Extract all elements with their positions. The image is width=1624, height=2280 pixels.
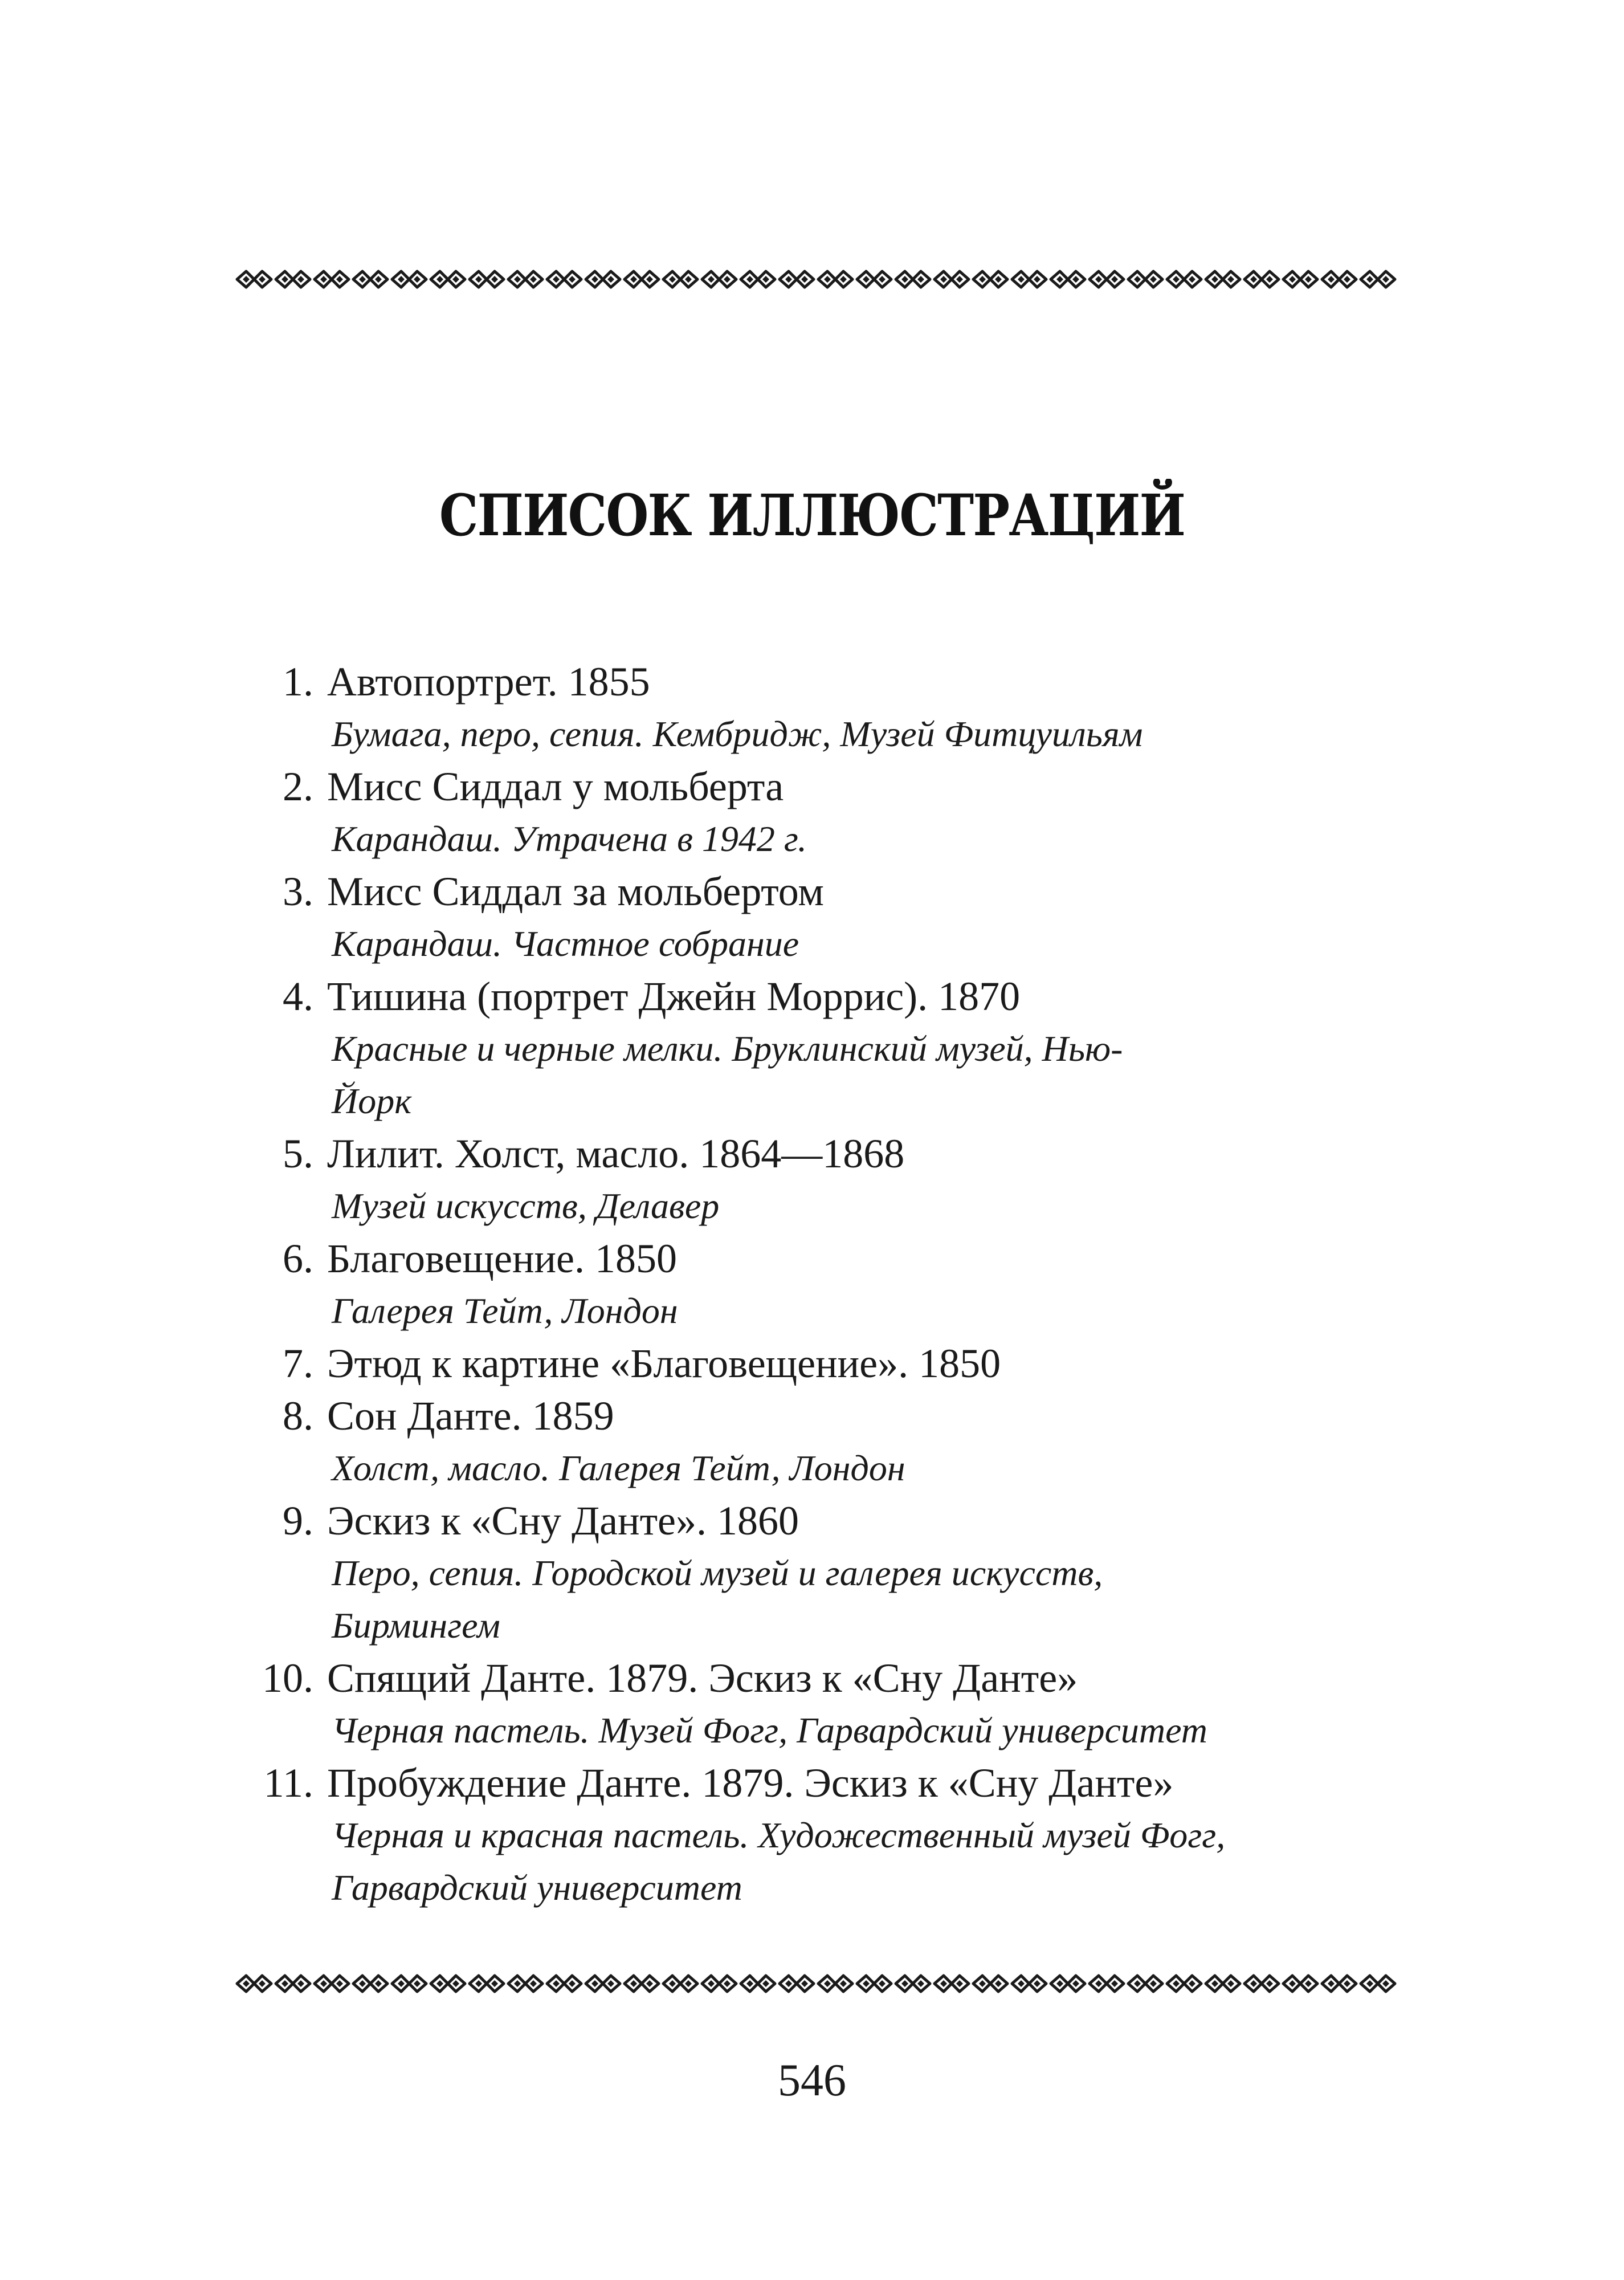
list-item <box>222 1652 1419 1757</box>
list-item <box>222 1495 1419 1652</box>
ornament-motif <box>547 1976 581 1992</box>
item-title: Мисс Сиддал за мольбертом <box>327 869 824 914</box>
item-description: Красные и черные мелки. Бруклинский музей, Нью-Йорк <box>332 1028 1123 1121</box>
item-description: Черная и красная пастель. Художественный музей Фогг, Гарвардский университет <box>332 1815 1226 1908</box>
ornament-motif <box>1361 1976 1395 1992</box>
item-number: 9. <box>283 1498 313 1544</box>
item-title: Автопортрет. 1855 <box>327 659 650 705</box>
item-number: 6. <box>283 1236 313 1281</box>
item-description: Бумага, перо, сепия. Кембридж, Музей Фитцуильям <box>332 714 1143 754</box>
item-title: Пробуждение Данте. 1879. Эскиз к «Сну Данте» <box>327 1760 1174 1806</box>
ornament-motif <box>935 1976 969 1992</box>
ornament-motif <box>663 1976 697 1992</box>
ornament-motif <box>1128 1976 1162 1992</box>
ornament-motif <box>1012 1976 1046 1992</box>
ornament-border-bottom <box>235 1972 1397 1995</box>
list-item <box>222 1390 1419 1495</box>
ornament-motif <box>1090 1976 1124 1992</box>
ornament-motif <box>818 271 852 287</box>
ornament-motif <box>586 1976 620 1992</box>
ornament-motif <box>1051 271 1085 287</box>
page-number: 546 <box>778 2055 846 2106</box>
list-item <box>222 760 1419 865</box>
ornament-motif <box>1167 271 1201 287</box>
item-number: 1. <box>283 659 313 705</box>
ornament-motif <box>1128 271 1162 287</box>
list-item <box>222 1757 1419 1914</box>
ornament-motif <box>276 271 310 287</box>
ornament-motif <box>896 1976 930 1992</box>
ornament-motif <box>431 271 465 287</box>
item-description: Перо, сепия. Городской музей и галерея искусств, Бирмингем <box>332 1553 1103 1646</box>
ornament-motif <box>741 271 775 287</box>
ornament-motif <box>663 271 697 287</box>
illustration-list <box>222 656 1419 1914</box>
ornament-motif <box>508 271 542 287</box>
item-number: 10. <box>262 1655 313 1701</box>
ornament-motif <box>702 271 736 287</box>
item-title: Тишина (портрет Джейн Моррис). 1870 <box>327 974 1021 1019</box>
list-item <box>222 656 1419 760</box>
ornament-motif <box>353 271 387 287</box>
ornament-motif <box>1090 271 1124 287</box>
ornament-motif <box>1206 271 1240 287</box>
ornament-motif <box>973 1976 1007 1992</box>
list-item <box>222 970 1419 1127</box>
ornament-motif <box>780 1976 814 1992</box>
list-item <box>222 1232 1419 1337</box>
item-title: Мисс Сиддал у мольберта <box>327 764 784 809</box>
item-description: Музей искусств, Делавер <box>332 1186 720 1226</box>
ornament-motif <box>1167 1976 1201 1992</box>
ornament-motif <box>1283 271 1317 287</box>
ornament-motif <box>315 1976 349 1992</box>
ornament-motif <box>1051 1976 1085 1992</box>
ornament-motif <box>1322 271 1356 287</box>
ornament-motif <box>973 271 1007 287</box>
ornament-motif <box>896 271 930 287</box>
list-item <box>222 865 1419 970</box>
ornament-motif <box>1244 271 1279 287</box>
ornament-motif <box>547 271 581 287</box>
ornament-motif <box>508 1976 542 1992</box>
item-number: 5. <box>283 1131 313 1176</box>
ornament-motif <box>470 1976 504 1992</box>
ornament-motif <box>818 1976 852 1992</box>
ornament-motif <box>431 1976 465 1992</box>
ornament-motif <box>237 271 271 287</box>
item-description: Черная пастель. Музей Фогг, Гарвардский университет <box>332 1710 1207 1750</box>
item-number: 8. <box>283 1393 313 1439</box>
ornament-motif <box>237 1976 271 1992</box>
item-number: 3. <box>283 869 313 914</box>
ornament-motif <box>1244 1976 1279 1992</box>
ornament-motif <box>780 271 814 287</box>
ornament-motif <box>741 1976 775 1992</box>
ornament-motif <box>625 1976 659 1992</box>
ornament-motif <box>392 271 426 287</box>
item-title: Этюд к картине «Благовещение». 1850 <box>327 1341 1001 1386</box>
ornament-motif <box>935 271 969 287</box>
item-description: Карандаш. Утрачена в 1942 г. <box>332 819 807 859</box>
ornament-motif <box>276 1976 310 1992</box>
item-number: 7. <box>283 1341 313 1386</box>
item-title: Благовещение. 1850 <box>327 1236 677 1281</box>
ornament-motif <box>1283 1976 1317 1992</box>
ornament-motif <box>702 1976 736 1992</box>
ornament-motif <box>392 1976 426 1992</box>
item-title: Эскиз к «Сну Данте». 1860 <box>327 1498 799 1544</box>
ornament-motif <box>315 271 349 287</box>
list-item <box>222 1127 1419 1232</box>
ornament-motif <box>1012 271 1046 287</box>
ornament-motif <box>470 271 504 287</box>
item-number: 2. <box>283 764 313 809</box>
item-description: Холст, масло. Галерея Тейт, Лондон <box>332 1448 905 1488</box>
item-number: 11. <box>263 1760 313 1806</box>
item-description: Галерея Тейт, Лондон <box>332 1290 678 1331</box>
page-title: СПИСОК ИЛЛЮСТРАЦИЙ <box>439 482 1185 549</box>
list-item <box>222 1337 1419 1390</box>
ornament-border-top <box>235 268 1397 291</box>
item-title: Лилит. Холст, масло. 1864—1868 <box>327 1131 905 1176</box>
ornament-motif <box>1322 1976 1356 1992</box>
ornament-motif <box>353 1976 387 1992</box>
ornament-motif <box>857 1976 891 1992</box>
ornament-motif <box>857 271 891 287</box>
item-number: 4. <box>283 974 313 1019</box>
ornament-motif <box>1361 271 1395 287</box>
ornament-motif <box>586 271 620 287</box>
item-title: Сон Данте. 1859 <box>327 1393 614 1439</box>
item-title: Спящий Данте. 1879. Эскиз к «Сну Данте» <box>327 1655 1078 1701</box>
ornament-motif <box>1206 1976 1240 1992</box>
item-description: Карандаш. Частное собрание <box>332 923 799 964</box>
ornament-motif <box>625 271 659 287</box>
